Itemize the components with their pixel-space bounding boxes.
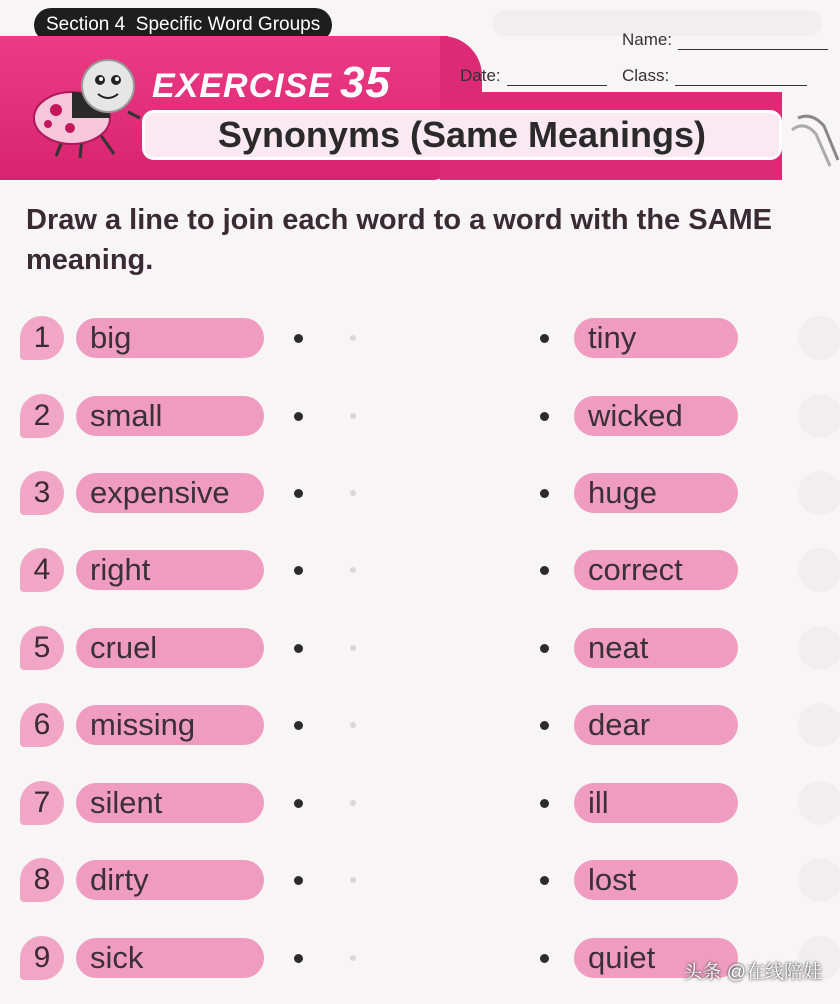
right-word: dear xyxy=(574,705,738,745)
exercise-number: 35 xyxy=(339,58,391,107)
bleed-through-dot xyxy=(350,955,356,961)
left-word: missing xyxy=(76,705,264,745)
exercise-label: EXERCISE xyxy=(152,67,332,105)
list-item xyxy=(0,470,840,516)
bleed-through-dot xyxy=(350,413,356,419)
left-connector-dot[interactable] xyxy=(294,412,303,421)
left-word: small xyxy=(76,396,264,436)
class-field[interactable] xyxy=(622,66,807,86)
class-label: Class: xyxy=(622,66,670,85)
right-word: lost xyxy=(574,860,738,900)
bleed-through-badge xyxy=(798,471,840,515)
right-connector-dot[interactable] xyxy=(540,412,549,421)
left-word: big xyxy=(76,318,264,358)
bleed-through-badge xyxy=(798,858,840,902)
left-connector-dot[interactable] xyxy=(294,644,303,653)
left-connector-dot[interactable] xyxy=(294,334,303,343)
item-number: 4 xyxy=(20,548,64,592)
page-title: Synonyms (Same Meanings) xyxy=(217,114,707,155)
item-number: 9 xyxy=(20,936,64,980)
list-item xyxy=(0,780,840,826)
left-connector-dot[interactable] xyxy=(294,876,303,885)
right-connector-dot[interactable] xyxy=(540,954,549,963)
bleed-through-badge xyxy=(798,394,840,438)
right-connector-dot[interactable] xyxy=(540,876,549,885)
bleed-through-badge xyxy=(798,548,840,592)
name-field[interactable] xyxy=(622,30,828,50)
bleed-through-dot xyxy=(350,490,356,496)
name-label: Name: xyxy=(622,30,673,49)
right-word: wicked xyxy=(574,396,738,436)
list-item xyxy=(0,625,840,671)
right-connector-dot[interactable] xyxy=(540,334,549,343)
bleed-through-badge xyxy=(798,316,840,360)
left-connector-dot[interactable] xyxy=(294,489,303,498)
instruction-text: Draw a line to join each word to a word with the SAME meaning. xyxy=(26,204,773,276)
right-word: quiet xyxy=(574,938,738,978)
right-word: ill xyxy=(574,783,738,823)
list-item xyxy=(0,547,840,593)
right-word: huge xyxy=(574,473,738,513)
right-connector-dot[interactable] xyxy=(540,721,549,730)
bleed-through-badge xyxy=(798,781,840,825)
title-box xyxy=(142,110,782,160)
date-line xyxy=(507,85,607,86)
list-item xyxy=(0,857,840,903)
item-number: 6 xyxy=(20,703,64,747)
name-line xyxy=(678,49,828,50)
item-number: 2 xyxy=(20,394,64,438)
right-word: neat xyxy=(574,628,738,668)
list-item xyxy=(0,702,840,748)
right-connector-dot[interactable] xyxy=(540,644,549,653)
item-number: 1 xyxy=(20,316,64,360)
class-line xyxy=(675,85,807,86)
item-number: 8 xyxy=(20,858,64,902)
date-label: Date: xyxy=(460,66,501,85)
left-connector-dot[interactable] xyxy=(294,954,303,963)
right-connector-dot[interactable] xyxy=(540,566,549,575)
left-connector-dot[interactable] xyxy=(294,721,303,730)
left-word: dirty xyxy=(76,860,264,900)
right-connector-dot[interactable] xyxy=(540,799,549,808)
ladybug-mascot-icon xyxy=(20,52,144,162)
item-number: 3 xyxy=(20,471,64,515)
left-word: right xyxy=(76,550,264,590)
bleed-through-dot xyxy=(350,722,356,728)
bleed-through-dot xyxy=(350,877,356,883)
item-number: 5 xyxy=(20,626,64,670)
section-label: Section 4 Specific Word Groups xyxy=(34,8,332,42)
left-word: silent xyxy=(76,783,264,823)
bleed-through-badge xyxy=(798,703,840,747)
list-item xyxy=(0,393,840,439)
bleed-through-dot xyxy=(350,645,356,651)
item-number: 7 xyxy=(20,781,64,825)
bleed-through-dot xyxy=(350,800,356,806)
bleed-through-dot xyxy=(350,335,356,341)
right-word: correct xyxy=(574,550,738,590)
paper-clip-icon xyxy=(784,112,840,172)
list-item xyxy=(0,315,840,361)
left-word: expensive xyxy=(76,473,264,513)
watermark: 头条 @在线陪娃 xyxy=(683,962,822,983)
right-word: tiny xyxy=(574,318,738,358)
left-connector-dot[interactable] xyxy=(294,566,303,575)
exercise-heading xyxy=(152,58,391,108)
date-field[interactable] xyxy=(460,66,607,86)
left-word: cruel xyxy=(76,628,264,668)
left-connector-dot[interactable] xyxy=(294,799,303,808)
bleed-through-dot xyxy=(350,567,356,573)
right-connector-dot[interactable] xyxy=(540,489,549,498)
bleed-through-badge xyxy=(798,626,840,670)
left-word: sick xyxy=(76,938,264,978)
